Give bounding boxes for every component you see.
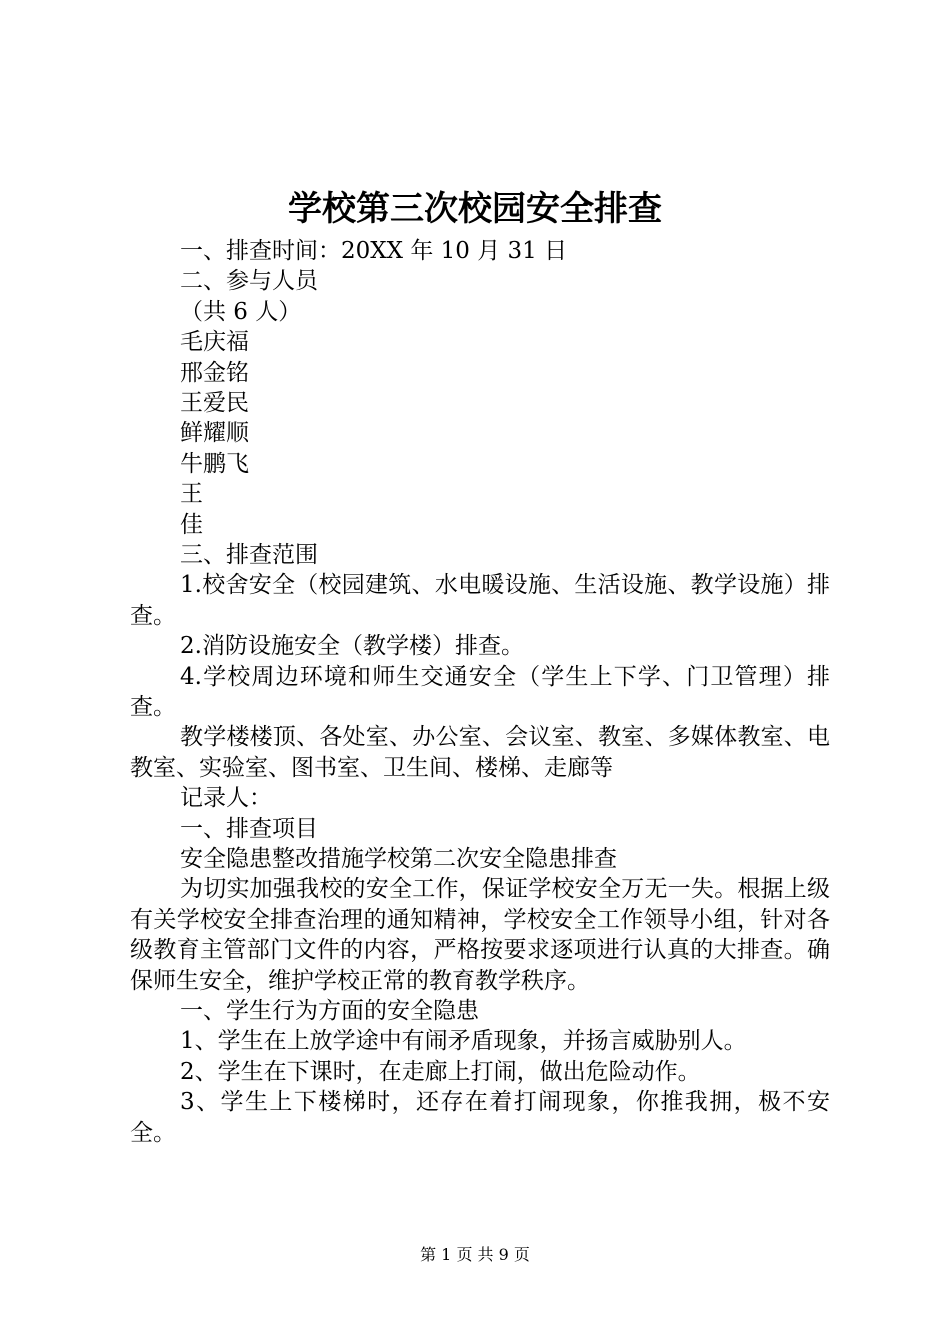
paragraph: 1.校舍安全（校园建筑、水电暖设施、生活设施、教学设施）排查。 bbox=[130, 572, 830, 629]
paragraph: 为切实加强我校的安全工作，保证学校安全万无一失。根据上级有关学校安全排查治理的通知精神，学校安全工作领导小组，针对各级教育主管部门文件的内容，严格按要求逐项进行认真的大排查。确保师生安全，维护学校正常的教育教学秩序。 bbox=[130, 876, 830, 994]
text-line: 佳 bbox=[180, 511, 203, 538]
paragraph: 2.消防设施安全（教学楼）排查。 bbox=[180, 633, 524, 660]
text-line: 毛庆福 bbox=[180, 329, 249, 356]
text-line: 2、学生在下课时，在走廊上打闹，做出危险动作。 bbox=[180, 1058, 701, 1085]
paragraph: 教学楼楼顶、各处室、办公室、会议室、教室、多媒体教室、电教室、实验室、图书室、卫生间、楼梯、走廊等 bbox=[130, 724, 830, 781]
text-line: 邢金铭 bbox=[180, 359, 249, 386]
text-line: 安全隐患整改措施学校第二次安全隐患排查 bbox=[180, 845, 617, 872]
document-body bbox=[130, 236, 830, 1148]
text-line: 鲜耀顺 bbox=[180, 420, 249, 447]
text-line: 王 bbox=[180, 481, 203, 508]
text-line: 记录人： bbox=[180, 785, 272, 812]
text-line: 王爱民 bbox=[180, 389, 249, 416]
text-line: （共 6 人） bbox=[180, 298, 302, 325]
text-line: 一、排查项目 bbox=[180, 815, 318, 842]
text-line: 牛鹏飞 bbox=[180, 450, 249, 477]
page-footer: 第 1 页 共 9 页 bbox=[420, 1245, 530, 1264]
text-line: 三、排查范围 bbox=[180, 541, 318, 568]
paragraph: 4.学校周边环境和师生交通安全（学生上下学、门卫管理）排查。 bbox=[130, 663, 830, 720]
text-line: 1、学生在上放学途中有闹矛盾现象，并扬言威胁别人。 bbox=[180, 1028, 747, 1055]
text-line: 二、参与人员 bbox=[180, 268, 318, 295]
document-title: 学校第三次校园安全排查 bbox=[288, 189, 662, 229]
text-line: 一、排查时间：20XX 年 10 月 31 日 bbox=[180, 238, 568, 264]
text-line: 一、学生行为方面的安全隐患 bbox=[180, 997, 479, 1024]
paragraph: 3、学生上下楼梯时，还存在着打闹现象，你推我拥，极不安全。 bbox=[130, 1089, 830, 1146]
